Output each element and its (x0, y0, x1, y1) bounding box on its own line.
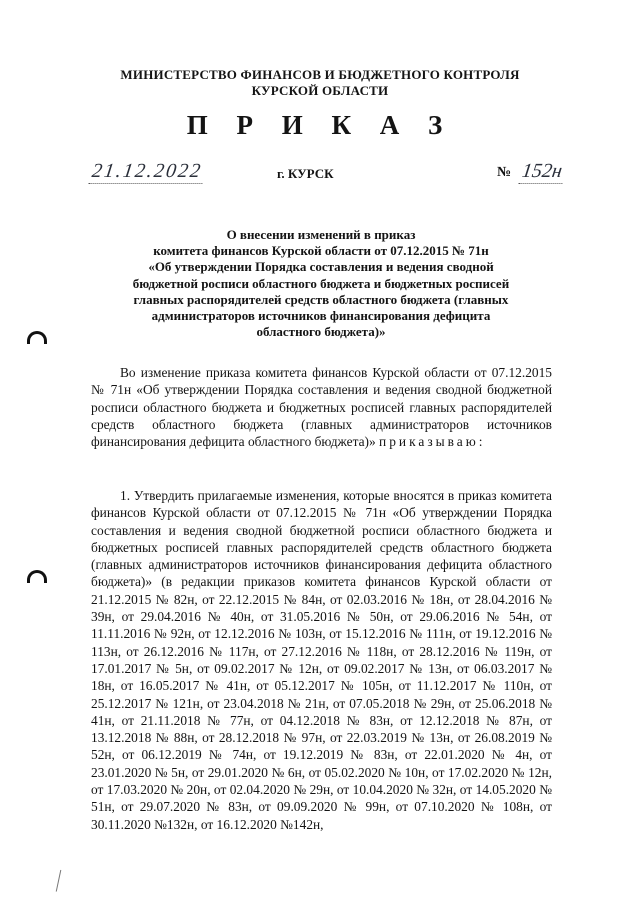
heading-line: бюджетной росписи областного бюджета и бюджетных росписей (132, 275, 510, 291)
order-title: П Р И К А З (186, 110, 454, 140)
decree-word: приказываю: (379, 434, 486, 450)
preamble-text: Во изменение приказа комитета финансов Курской области от 07.12.2015 № 71н «Об утверждении Порядка составления и ведения сводной бюджетной росписи областного бюджета и бюджетных росписей главных распорядителей средств областного бюджета (главных администраторов источников финансирования дефицита областного бюджета)» (91, 365, 552, 450)
city-label: г. КУРСК (277, 166, 334, 181)
handwritten-number: 152н (518, 160, 565, 184)
hole-punch-mark (27, 570, 47, 583)
heading-line: «Об утверждении Порядка составления и ведения сводной (148, 259, 494, 275)
order-heading (100, 227, 542, 340)
heading-line: главных распорядителей средств областного бюджета (главных (133, 291, 509, 307)
ministry-name-line1: МИНИСТЕРСТВО ФИНАНСОВ И БЮДЖЕТНОГО КОНТРОЛЯ (120, 67, 520, 82)
preamble-paragraph (91, 364, 552, 450)
handwritten-date: 21.12.2022 (88, 160, 205, 184)
clause-1-paragraph: 1. Утвердить прилагаемые изменения, которые вносятся в приказ комитета финансов Курской области от 07.12.2015 № 71н «Об утверждении Порядка составления и ведения сводной бюджетной росписи областного бюджета и бюджетных росписей главных распорядителей средств областного бюджета (главных администраторов источников финансирования дефицита областного бюджета)» (в редакции приказов комитета финансов Курской области от 21.12.2015 № 82н, от 22.12.2015 № 84н, от 02.03.2016 № 18н, от 28.04.2016 № 39н, от 29.04.2016 № 40н, от 31.05.2016 № 50н, от 29.06.2016 № 54н, от 11.11.2016 № 92н, от 12.12.2016 № 103н, от 15.12.2016 № 111н, от 19.12.2016 № 113н, от 26.12.2016 № 117н, от 27.12.2016 № 118н, от 28.12.2016 № 119н, от 17.01.2017 № 5н, от 09.02.2017 № 12н, от 09.02.2017 № 13н, от 06.03.2017 № 18н, от 16.05.2017 № 41н, от 05.12.2017 № 105н, от 11.12.2017 № 110н, от 25.12.2017 № 121н, от 23.04.2018 № 21н, от 07.05.2018 № 29н, от 25.06.2018 № 41н, от 21.11.2018 № 77н, от 04.12.2018 № 83н, от 12.12.2018 № 87н, от 13.12.2018 № 88н, от 28.12.2018 № 97н, от 22.03.2019 № 13н, от 26.08.2019 № 52н, от 06.12.2019 № 74н, от 19.12.2019 № 83н, от 22.01.2020 № 4н, от 23.01.2020 № 5н, от 29.01.2020 № 6н, от 05.02.2020 № 10н, от 17.02.2020 № 12н, от 17.03.2020 № 20н, от 02.04.2020 № 29н, от 10.04.2020 № 32н, от 14.05.2020 № 51н, от 29.07.2020 № 83н, от 09.09.2020 № 99н, от 07.10.2020 № 108н, от 30.11.2020 №132н, от 16.12.2020 №142н, (91, 488, 552, 832)
heading-line: О внесении изменений в приказ (226, 227, 416, 242)
hole-punch-mark (27, 331, 47, 344)
pen-stroke-mark (56, 870, 64, 892)
ministry-name-line2: КУРСКОЙ ОБЛАСТИ (251, 83, 389, 98)
heading-line: администраторов источников финансирования дефицита (151, 308, 491, 324)
number-label: № (497, 165, 512, 180)
heading-line: областного бюджета)» (256, 324, 386, 340)
heading-line: комитета финансов Курской области от 07.12.2015 № 71н (153, 243, 489, 259)
